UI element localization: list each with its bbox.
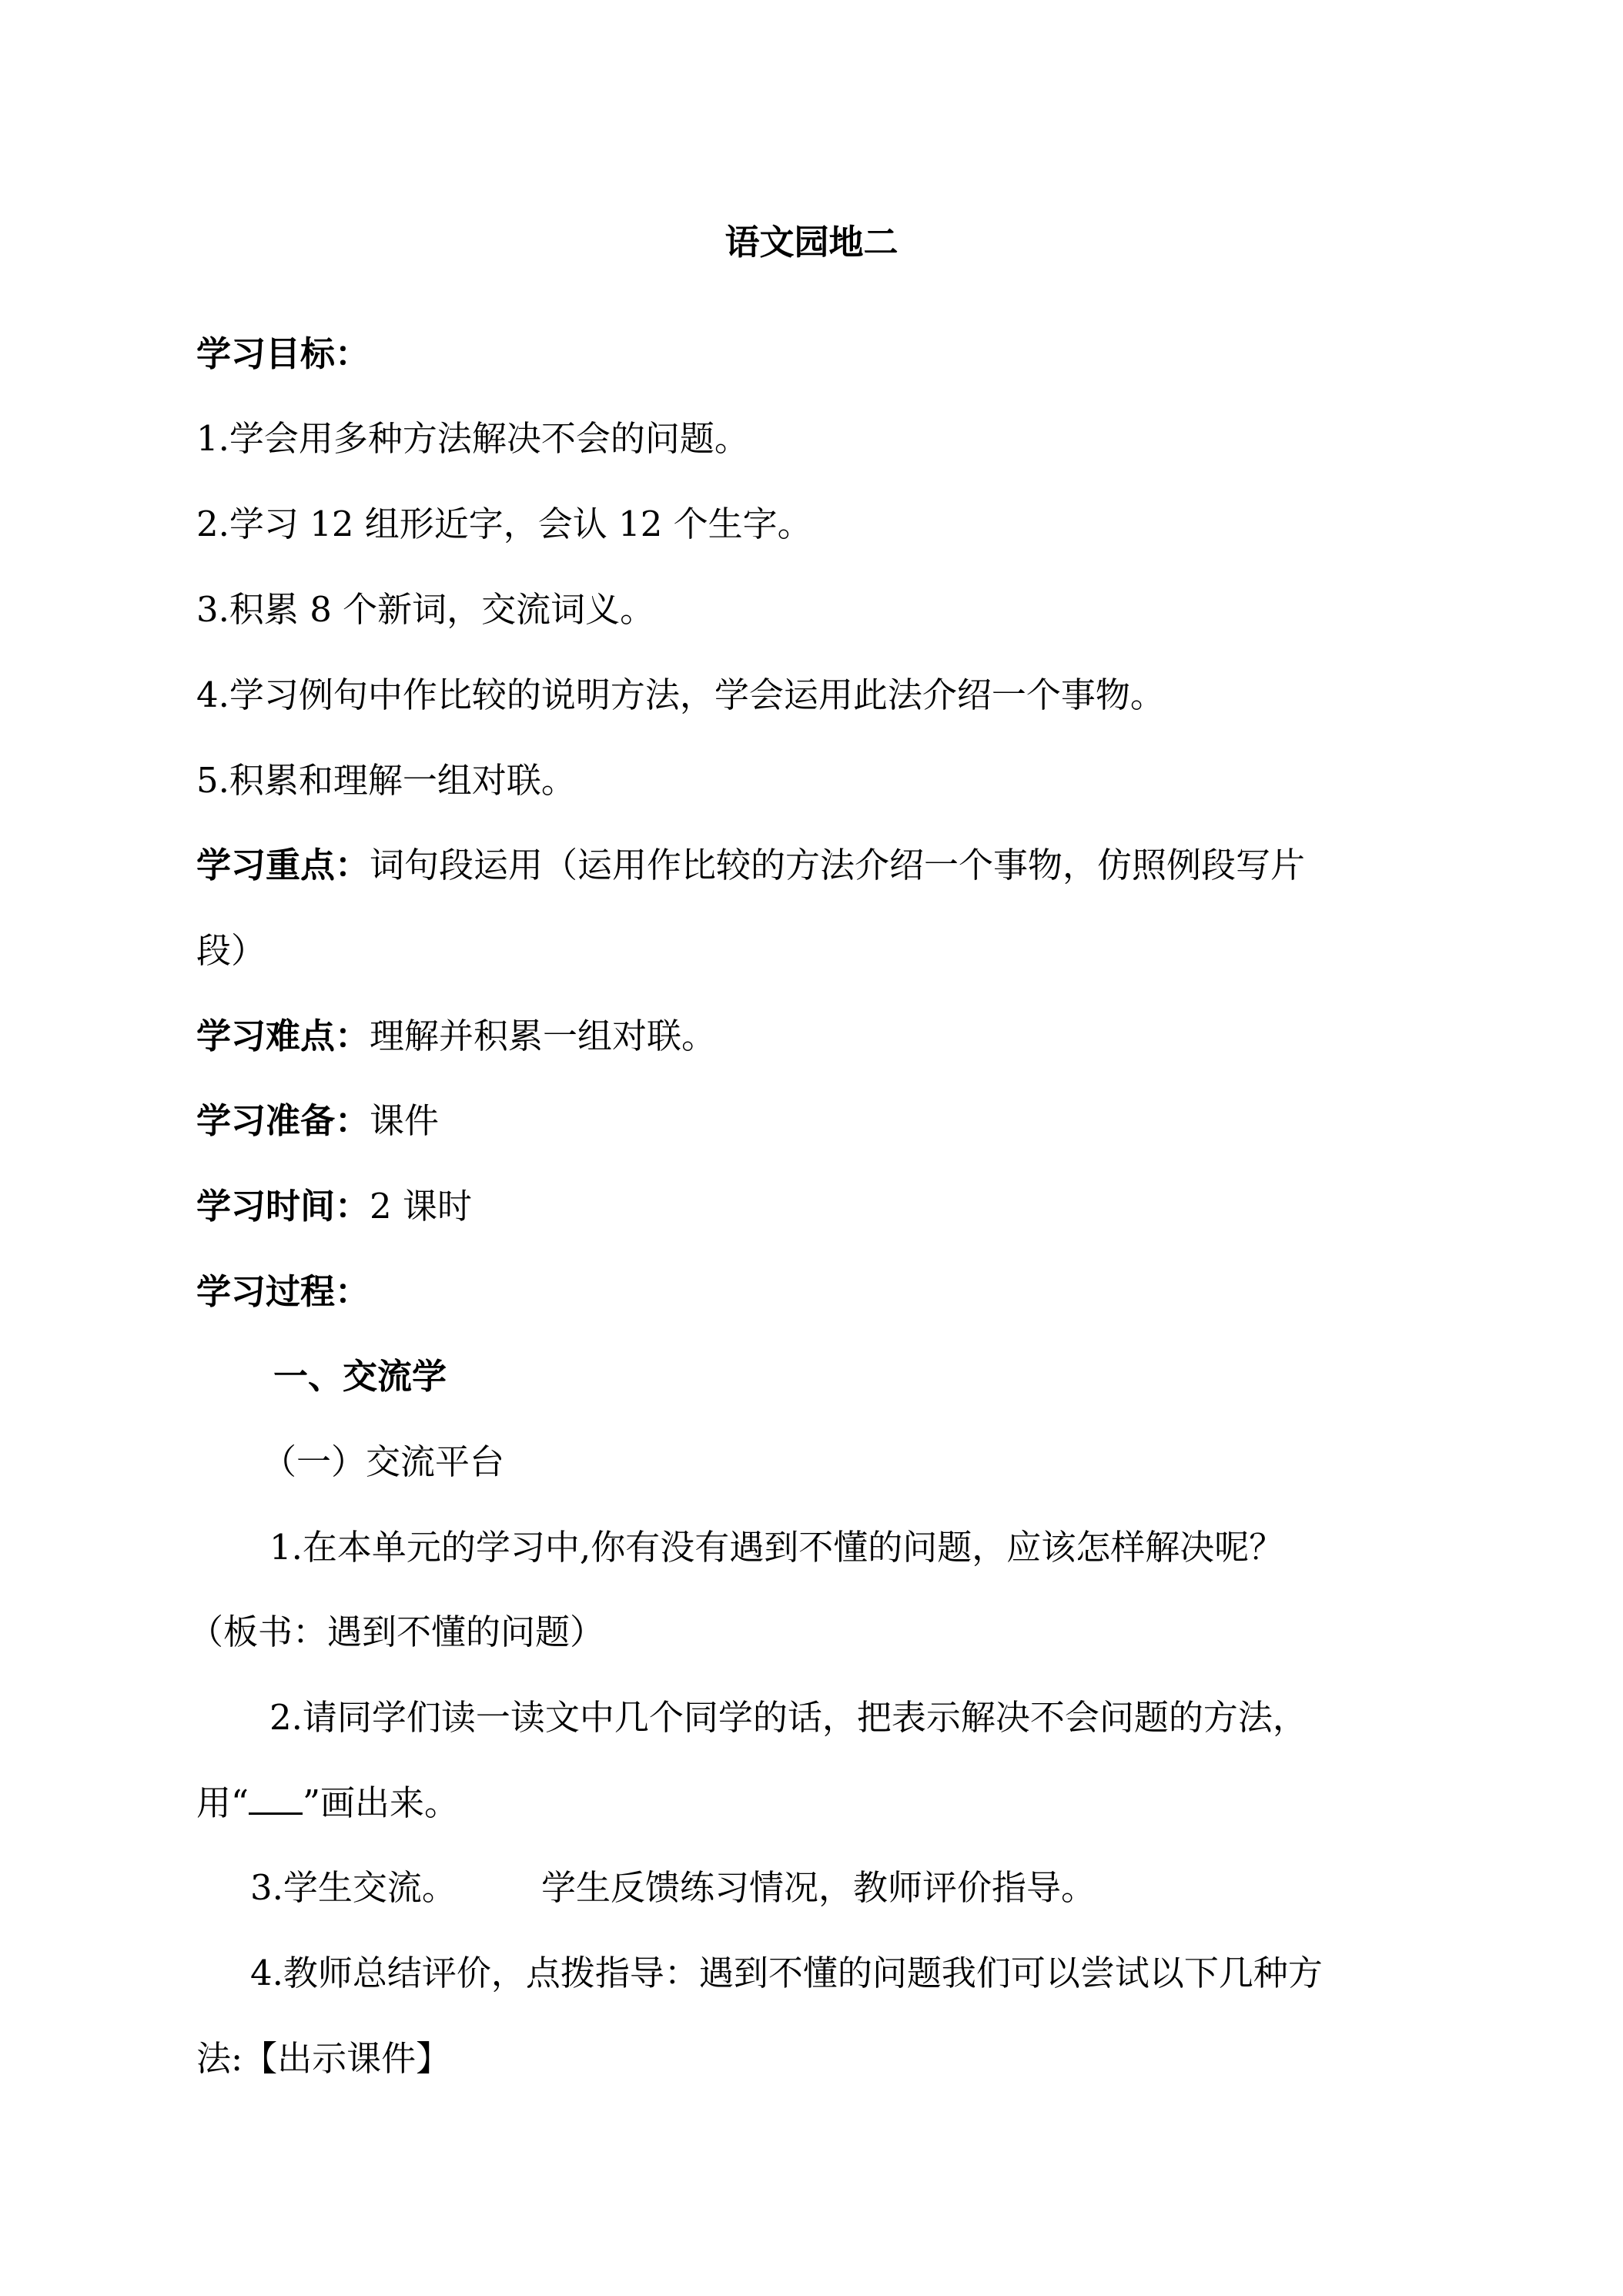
step-2-after-blank: ”画出来。 [303,1782,460,1823]
step-1-text: 1.在本单元的学习中,你有没有遇到不懂的问题，应该怎样解决呢？ [269,1527,1284,1568]
difficulty-line [196,1013,716,1059]
time-label: 学习时间： [196,1186,370,1227]
preparation-text: 课件 [370,1100,440,1141]
objective-item-5: 5.积累和理解一组对联。 [196,760,576,801]
section-1-heading: 一、交流学 [273,1356,447,1397]
key-point-text: 词句段运用（运用作比较的方法介绍一个事物，仿照例段写片 [370,845,1306,885]
process-heading: 学习过程： [196,1271,370,1312]
step-3-part-b: 学生反馈练习情况，教师评价指导。 [540,1867,1096,1908]
key-point-label: 学习重点： [196,845,370,885]
step-4-text: 4.教师总结评价，点拨指导：遇到不懂的问题我们可以尝试以下几种方 [250,1953,1323,1993]
step-2-before-blank: 用“ [196,1782,249,1823]
preparation-line [196,1098,439,1144]
objectives-heading: 学习目标： [196,333,370,374]
time-line [196,1183,472,1230]
subsection-1-heading: （一）交流平台 [262,1441,505,1482]
difficulty-label: 学习难点： [196,1016,370,1056]
step-2-continuation [196,1780,459,1826]
step-4-continuation: 法:【出示课件】 [196,2038,451,2079]
difficulty-text: 理解并积累一组对联。 [370,1016,717,1056]
time-text: 2 课时 [370,1186,472,1227]
objective-item-3: 3.积累 8 个新词，交流词义。 [196,589,655,630]
preparation-label: 学习准备： [196,1100,370,1141]
step-2-text: 2.请同学们读一读文中几个同学的话，把表示解决不会问题的方法， [269,1697,1307,1738]
document-title: 语文园地二 [724,222,899,263]
key-point-line [196,842,1305,889]
step-3-part-a: 3.学生交流。 [250,1867,457,1908]
step-3-line [250,1865,1096,1911]
underline-blank [249,1782,303,1815]
step-1-continuation: （板书：遇到不懂的问题） [189,1612,605,1652]
objective-item-2: 2.学习 12 组形近字，会认 12 个生字。 [196,504,812,544]
objective-item-1: 1.学会用多种方法解决不会的问题。 [196,418,749,459]
objective-item-4: 4.学习例句中作比较的说明方法，学会运用此法介绍一个事物。 [196,674,1165,715]
key-point-continuation: 段） [196,930,266,971]
